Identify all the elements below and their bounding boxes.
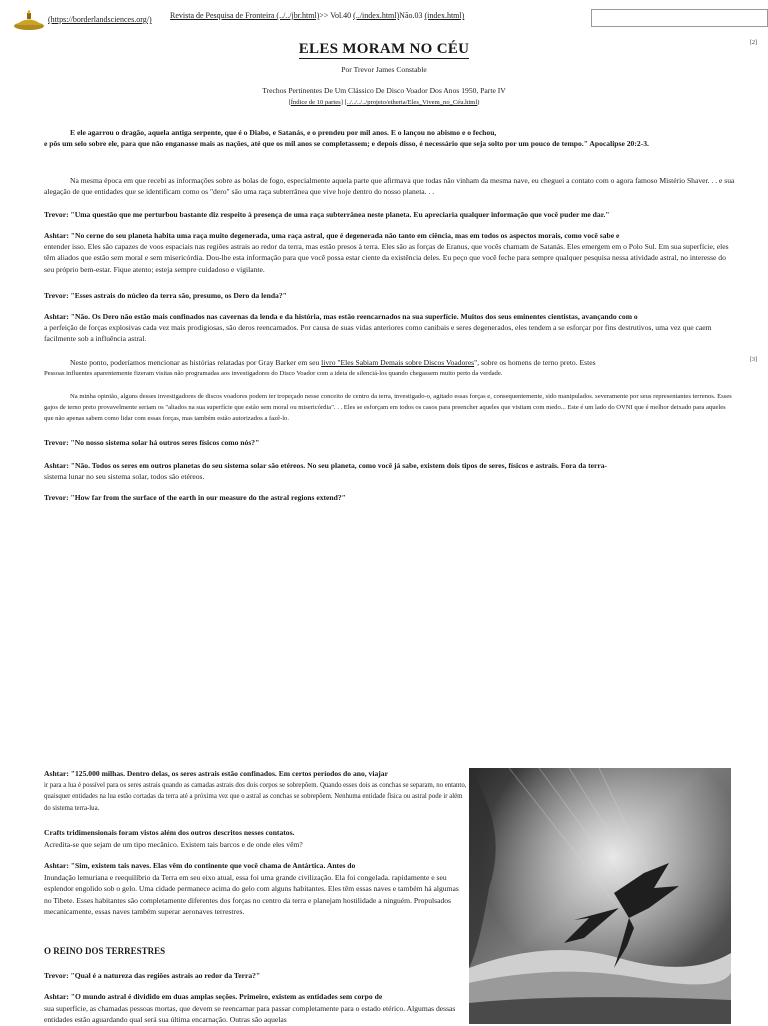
paragraph-quote: E ele agarrou o dragão, aquela antiga serpente, que é o Diabo, e Satanás, e o prendeu por mil anos. E o lançou no abismo e o fechou, e pôs um selo sobre ele, para que não enganasse mais as nações, até que os mil anos se completassem; e depois disso, é necessário que seja solto por um pouco de tempo." Apocalipse 20:2-3. (44, 128, 649, 149)
breadcrumb-issue-link[interactable]: (index.html) (424, 11, 465, 20)
paragraph-trevor-1: Trevor: "Uma questão que me perturbou bastante diz respeito à presença de uma raça subterrânea neste planeta. Eu apreciaria qualquer informação que você puder me dar." (44, 210, 610, 219)
subtitle: Trechos Pertinentes De Um Clássico De Disco Voador Dos Anos 1950, Parte IV (262, 86, 506, 95)
breadcrumb-issue: Não.03 (399, 11, 425, 20)
footnote-marker[interactable]: [3] (750, 357, 757, 363)
index-link[interactable]: Índice de 10 partes (290, 99, 341, 106)
paragraph-ashtar-1: Ashtar: "No cerne do seu planeta habita uma raça muito degenerada, uma raça astral, que é degenerada não tanto em ciência, mas em todos os aspectos morais, como você sabe e entender isso. Eles são capazes de voos espaciais nas regiões astrais ao redor da terra, mas estão presos à terra. Eles são as forças de Eranus, que vocês chamam de Satanás. Eles emergem em o Polo Sul. Em sua superfície, eles têm aliados que estão sem moral e sem misericórdia. Dou-lhe esta informação para que você possa estar ciente da existência deles. Eu peço que você feche para sempre qualquer pesquisa nessa atividade astral, no interesse do seu próprio bem-estar. Fique atento; esteja sempre cuidadoso e vigilante. (44, 231, 729, 274)
breadcrumb-sep: >> Vol.40 (319, 11, 354, 20)
lamp-logo-icon[interactable] (12, 10, 46, 32)
index-links: [Índice de 10 partes] [../../../../projeto/etheria/Eles_Vivem_no_Céu.html) (288, 99, 480, 106)
book-link[interactable]: livro "Eles Sabiam Demais sobre Discos Voadores (321, 358, 475, 367)
paragraph-crafts: Crafts tridimensionais foram vistos além dos outros descritos nesses contatos. Acredita-se que sejam de um tipo mecânico. Existem tais barcos e de onde eles vêm? (44, 828, 303, 849)
engraving-falling-angel-icon (469, 768, 731, 1024)
site-link[interactable]: (https://borderlandsciences.org/) (48, 15, 152, 24)
paragraph-barker: Neste ponto, poderíamos mencionar as histórias relatadas por Gray Barker em seu livro "Eles Sabiam Demais sobre Discos Voadores", sobre os homens de terno preto. Estes Pessoas influentes aparentemente fizeram visitas não programadas aos investigadores do Disco Voador com a ideia de silenciá-los quando chegassem muito perto da verdade. (44, 358, 596, 378)
article-title: ELES MORAM NO CÉU (298, 41, 470, 57)
paragraph-trevor-4: Trevor: "How far from the surface of the earth in our measure do the astral regions extend?" (44, 493, 346, 502)
author-line: Por Trevor James Constable (341, 65, 427, 74)
paragraph-trevor-3: Trevor: "No nosso sistema solar há outros seres físicos como nós?" (44, 438, 260, 447)
paragraph-trevor-2: Trevor: "Esses astrais do núcleo da terra são, presumo, os Dero da lenda?" (44, 291, 287, 300)
paragraph-ashtar-5: Ashtar: "Sim, existem tais naves. Elas vêm do continente que você chama de Antártica. Antes do Inundação lemuriana e reequilíbrio da Terra em seu eixo atual, essa foi uma grande civilização. Ela foi congelada. rapidamente e seu esplendor engolido sob o gelo. Uma cidade permanece acima do gelo com alguns habitantes. Eles têm essas naves e também há algumas no Tibete. Esses habitantes são completamente diferentes dos forças no centro da terra e planejam hostilidade a ninguém. Propulsados mecanicamente, essas naves também superar aeronaves terrestres. (44, 861, 459, 916)
top-bar (0, 0, 768, 34)
footnote-marker[interactable]: [2] (750, 40, 757, 46)
paragraph-ashtar-2: Ashtar: "Não. Os Dero não estão mais confinados nas cavernas da lenda e da história, mas estão reencarnados na sua superfície. Muitos dos seus eminentes cientistas, avançando com o a perfeição de forças explosivas cada vez mais prodigiosas, são deros reencarnados. Por causa de suas vidas anteriores como canibais e seres degenerados, eles tendem a se esforçar por fins destrutivos, uma vez que caem facilmente sob a influência astral. (44, 312, 712, 344)
breadcrumb-journal-link[interactable]: Revista de Pesquisa de Fronteira (../../jbr.html) (170, 11, 320, 20)
paragraph-opinion: Na minha opinião, alguns desses investigadores de discos voadores podem ter tropeçado nesse conceito de centro da terra, investigado-o, agitado essas forças e, consequentemente, sido manipulados. severamente por seus representantes terrenos. Esses gajos de terno preto provavelmente seriam os "aliados na sua superfície que estão sem moral ou misericórdia". . . Eles se esforçam em todos os casos para preencher aqueles que visitam com medo... Este é um lado do OVNI que é melhor deixado para aqueles que não apenas sabem como lidar com essas forças, mas também estão autorizados a fazê-lo. (44, 393, 732, 422)
etheria-link[interactable]: ../../../../projeto/etheria/Eles_Vivem_no_Céu.html (346, 99, 478, 106)
paragraph-ashtar-6: Ashtar: "O mundo astral é dividido em duas amplas seções. Primeiro, existem as entidades sem corpo de sua superfície, as chamadas pessoas mortas, que devem se reencarnar para passar completamente para o estado etérico. Algumas dessas entidades estão aguardando qual será sua última encarnação. Outras são aquelas (44, 992, 456, 1024)
breadcrumb (170, 11, 464, 20)
paragraph-trevor-5: Trevor: "Qual é a natureza das regiões astrais ao redor da Terra?" (44, 971, 261, 980)
paragraph-intro: Na mesma época em que recebi as informações sobre as bolas de fogo, especialmente aquela parte que afirmava que todas não vinham da mesma nave, eu cheguei a contato com o agora famoso Mistério Shaver. . . e sua alegação de que entidades que se identificam como os "dero" são uma raça subterrânea que vive hoje dentro do nosso planeta. . . (44, 176, 735, 197)
search-input[interactable] (591, 9, 768, 27)
breadcrumb-volume-link[interactable]: (../index.html) (353, 11, 400, 20)
paragraph-ashtar-4: Ashtar: "125.000 milhas. Dentro delas, os seres astrais estão confinados. Em certos períodos do ano, viajar ir para a lua é possível para os seres astrais quando as camadas astrais dos dois corpos se sobrepõem. Quando esses dois as conchas se separam, no entanto, quaisquer entidades na lua estão cortadas da terra até a próxima vez que o astral as conchas se sobrepõem. Nenhuma entidade física ou astral pode ir além do sistema terra-lua. (44, 769, 467, 812)
section-heading: O REINO DOS TERRESTRES (44, 946, 166, 956)
paragraph-ashtar-3: Ashtar: "Não. Todos os seres em outros planetas do seu sistema solar são etéreos. No seu planeta, como você já sabe, existem dois tipos de seres, físicos e astrais. Fora da terra- sistema lunar no seu sistema solar, todos são etéreos. (44, 461, 608, 482)
